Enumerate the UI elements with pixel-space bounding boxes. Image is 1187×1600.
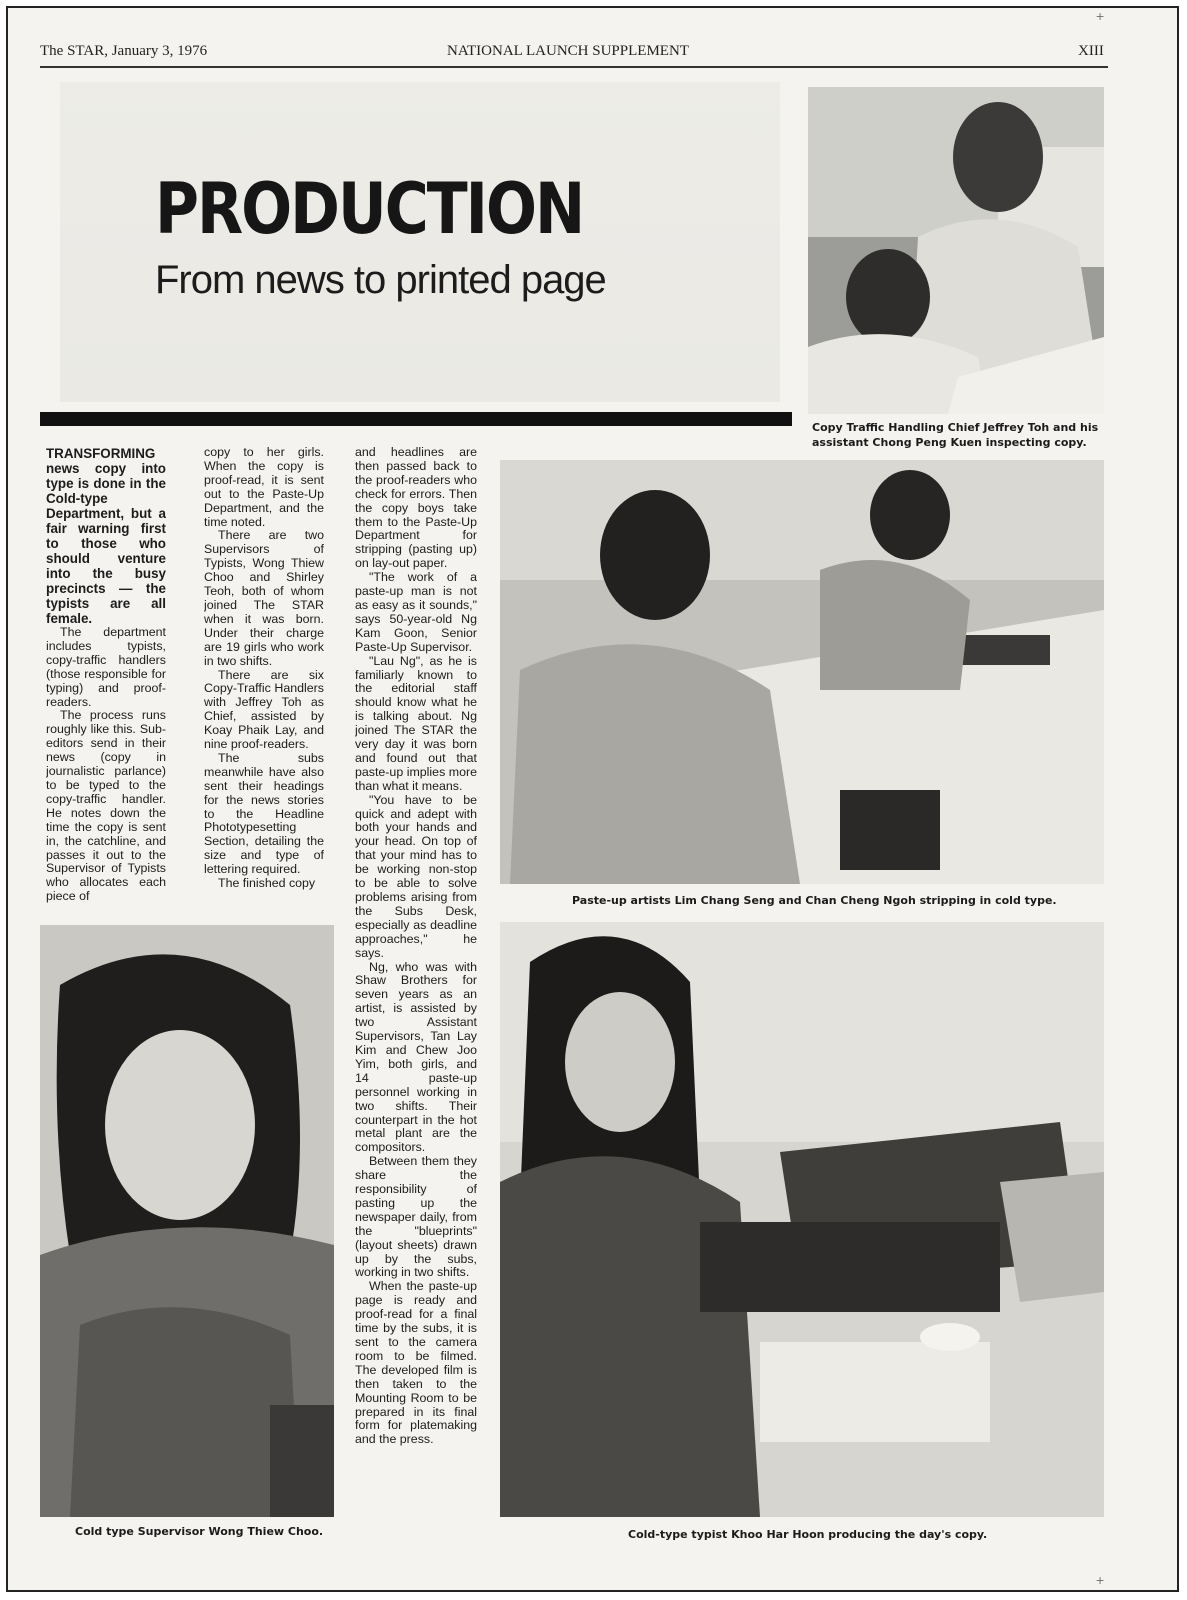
article-column-3 bbox=[355, 446, 477, 1544]
section-divider-bar bbox=[40, 412, 792, 426]
photo-paste-up-artists bbox=[500, 460, 1104, 884]
caption-top-right: Copy Traffic Handling Chief Jeffrey Toh and his assistant Chong Peng Kuen inspecting copy. bbox=[812, 421, 1099, 449]
article-paragraph: There are six Copy-Traffic Handlers with Jeffrey Toh as Chief, assisted by Koay Phaik Lay, and nine proof-readers. bbox=[204, 667, 324, 752]
photo-cold-type-typist bbox=[500, 922, 1104, 1517]
article-paragraph: "The work of a paste-up man is not as easy as it sounds," says 50-year-old Ng Kam Goon, Senior Paste-Up Supervisor. bbox=[355, 570, 477, 654]
article-paragraph: The finished copy bbox=[218, 876, 316, 891]
article-column-2 bbox=[204, 446, 324, 916]
caption-middle-right: Paste-up artists Lim Chang Seng and Chan Cheng Ngoh stripping in cold type. bbox=[572, 894, 1057, 907]
article-paragraph: "You have to be quick and adept with both your hands and your head. On top of that your mind has to be working non-stop to be able to solve problems arising from the Subs Desk, especially as deadline approaches," he says. bbox=[355, 792, 477, 960]
article-paragraph: "Lau Ng", as he is familiarly known to the editorial staff should know what he is talking about. Ng joined The STAR the very day it was born and found out that paste-up implies more than what it means. bbox=[355, 653, 477, 793]
article-paragraph: copy to her girls. When the copy is proof-read, it is sent out to the Paste-Up Department, and the time noted. bbox=[204, 446, 324, 529]
running-header-date: The STAR, January 3, 1976 bbox=[40, 43, 208, 59]
registration-mark-icon: + bbox=[1096, 1572, 1105, 1588]
caption-bottom-right: Cold-type typist Khoo Har Hoon producing the day's copy. bbox=[628, 1528, 988, 1541]
page-number: XIII bbox=[1078, 43, 1104, 59]
article-column-1 bbox=[46, 446, 166, 916]
photo-cold-type-supervisor bbox=[40, 925, 334, 1517]
caption-bottom-left: Cold type Supervisor Wong Thiew Choo. bbox=[75, 1525, 324, 1538]
article-paragraph: The process runs roughly like this. Sub-editors send in their news (copy in journalistic parlance) to be typed to the copy-traffic handler. He notes down the time the copy is sent in, the catchline, and passes it out to the Supervisor of Typists who allocates each piece of bbox=[46, 708, 166, 904]
article-paragraph: Between them they share the responsibility of pasting up the newspaper daily, from the "blueprints" (layout sheets) drawn up by the subs, working in two shifts. bbox=[355, 1154, 477, 1280]
article-paragraph: There are two Supervisors of Typists, Wong Thiew Choo and Shirley Teoh, both of whom joined The STAR when it was born. Under their charge are 19 girls who work in two shifts. bbox=[204, 528, 324, 668]
registration-mark-icon: + bbox=[1096, 8, 1105, 24]
article-paragraph: and headlines are then passed back to the proof-readers who check for errors. Then the copy boys take them to the Paste-Up Department for stripping (pasting up) on lay-out paper. bbox=[355, 446, 477, 571]
article-paragraph: The subs meanwhile have also sent their headings for the news stories to the Headline Phototypesetting Section, detailing the size and type of lettering required. bbox=[204, 750, 324, 877]
article-lead-paragraph: TRANSFORMING news copy into type is done in the Cold-type Department, but a fair warning first to those who should venture into the busy precincts — the typists are all female. bbox=[46, 446, 166, 626]
running-header-section: NATIONAL LAUNCH SUPPLEMENT bbox=[447, 43, 689, 59]
photo-copy-traffic-chief bbox=[808, 87, 1104, 414]
header-rule bbox=[40, 66, 1108, 68]
page-subtitle: From news to printed page bbox=[155, 258, 606, 302]
page-title: PRODUCTION bbox=[155, 168, 584, 251]
article-paragraph: When the paste-up page is ready and proof-read for a final time by the subs, it is sent to the camera room to be filmed. The developed film is then taken to the Mounting Room to be prepared in its final form for platemaking and the press. bbox=[355, 1279, 477, 1447]
article-paragraph: The department includes typists, copy-traffic handlers (those responsible for typing) and proof-readers. bbox=[46, 625, 166, 709]
article-paragraph: Ng, who was with Shaw Brothers for seven years as an artist, is assisted by two Assistant Supervisors, Tan Lay Kim and Chew Joo Yim, both girls, and 14 paste-up personnel working in two shifts. Their counterpart in the hot metal plant are the compositors. bbox=[355, 959, 477, 1155]
